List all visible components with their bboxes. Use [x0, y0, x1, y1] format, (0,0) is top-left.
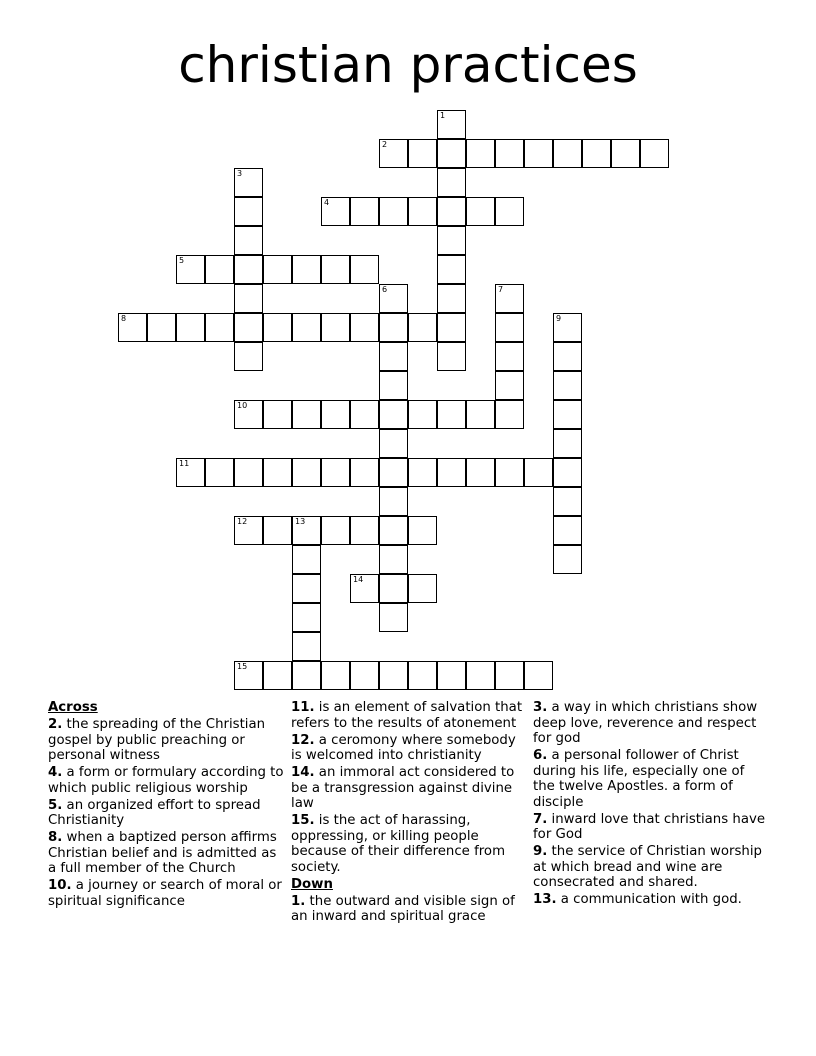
grid-cell[interactable] [408, 661, 437, 690]
grid-cell[interactable] [437, 400, 466, 429]
grid-cell[interactable] [553, 487, 582, 516]
clue-column-1 [48, 700, 284, 911]
grid-cell[interactable] [350, 661, 379, 690]
clue-text: when a baptized person affirms Christian belief and is admitted as a full member of the Church [48, 830, 277, 876]
grid-cell[interactable] [524, 661, 553, 690]
clue-item [533, 844, 769, 891]
grid-cell[interactable] [553, 400, 582, 429]
clue-number: 2 [382, 140, 388, 149]
grid-cell[interactable] [350, 400, 379, 429]
clue-item [48, 798, 284, 829]
grid-cell[interactable] [553, 139, 582, 168]
clue-item [291, 765, 527, 812]
clue-item [533, 892, 769, 908]
grid-cell[interactable] [321, 197, 350, 226]
grid-cell[interactable] [466, 458, 495, 487]
clue-item [291, 813, 527, 875]
grid-cell[interactable] [379, 429, 408, 458]
clue-text: the spreading of the Christian gospel by public preaching or personal witness [48, 717, 266, 763]
grid-cell[interactable] [176, 255, 205, 284]
grid-cell[interactable] [321, 516, 350, 545]
grid-cell[interactable] [263, 313, 292, 342]
grid-cell[interactable] [437, 284, 466, 313]
puzzle-title: christian practices [178, 36, 638, 94]
clue-item [533, 700, 769, 747]
grid-cell[interactable] [466, 661, 495, 690]
clue-number: 13 [295, 517, 306, 526]
grid-cell[interactable] [263, 516, 292, 545]
grid-cell[interactable] [495, 284, 524, 313]
grid-cell[interactable] [321, 661, 350, 690]
clue-text: is the act of harassing, oppressing, or killing people because of their difference from society. [291, 813, 506, 875]
grid-cell[interactable] [495, 661, 524, 690]
clue-item [291, 733, 527, 764]
grid-cell[interactable] [379, 487, 408, 516]
clue-number: 8 [121, 314, 127, 323]
clue-number-label: 7. [533, 811, 548, 827]
grid-cell[interactable] [263, 400, 292, 429]
clue-number-label: 4. [48, 765, 63, 780]
grid-cell[interactable] [205, 255, 234, 284]
clue-number-label: 8. [48, 830, 63, 845]
grid-cell[interactable] [437, 197, 466, 226]
grid-cell[interactable] [408, 139, 437, 168]
clue-text: a form or formulary according to which public religious worship [48, 765, 284, 796]
grid-cell[interactable] [553, 429, 582, 458]
grid-cell[interactable] [379, 139, 408, 168]
clue-column-2 [291, 700, 527, 926]
clue-text: inward love that christians have for God [533, 811, 766, 842]
grid-cell[interactable] [408, 458, 437, 487]
grid-cell[interactable] [437, 313, 466, 342]
clue-item [291, 700, 527, 731]
grid-cell[interactable] [495, 371, 524, 400]
grid-cell[interactable] [292, 545, 321, 574]
grid-cell[interactable] [495, 458, 524, 487]
clue-text: a journey or search of moral or spiritual significance [48, 878, 282, 909]
clue-item [291, 894, 527, 925]
grid-cell[interactable] [234, 516, 263, 545]
grid-cell[interactable] [234, 226, 263, 255]
grid-cell[interactable] [234, 255, 263, 284]
grid-cell[interactable] [495, 400, 524, 429]
grid-cell[interactable] [263, 661, 292, 690]
grid-cell[interactable] [321, 313, 350, 342]
grid-cell[interactable] [379, 574, 408, 603]
grid-cell[interactable] [553, 458, 582, 487]
grid-cell[interactable] [495, 139, 524, 168]
grid-cell[interactable] [437, 661, 466, 690]
grid-cell[interactable] [234, 400, 263, 429]
grid-cell[interactable] [524, 458, 553, 487]
grid-cell[interactable] [640, 139, 669, 168]
grid-cell[interactable] [176, 458, 205, 487]
grid-cell[interactable] [437, 226, 466, 255]
clue-number-label: 13. [533, 892, 557, 907]
grid-cell[interactable] [350, 313, 379, 342]
clue-text: an organized effort to spread Christianity [48, 797, 261, 828]
grid-cell[interactable] [350, 197, 379, 226]
grid-cell[interactable] [437, 342, 466, 371]
clue-text: a communication with god. [560, 892, 742, 907]
clue-item [48, 765, 284, 796]
clue-number-label: 5. [48, 797, 63, 813]
grid-cell[interactable] [234, 284, 263, 313]
crossword-grid [118, 110, 671, 692]
grid-cell[interactable] [292, 516, 321, 545]
grid-cell[interactable] [350, 516, 379, 545]
grid-cell[interactable] [292, 255, 321, 284]
clue-text: a way in which christians show deep love, reverence and respect for god [533, 700, 758, 746]
clue-number: 10 [237, 401, 248, 410]
clue-number-label: 12. [291, 732, 315, 748]
clue-number-label: 1. [291, 893, 306, 909]
clue-number: 15 [237, 662, 248, 671]
grid-cell[interactable] [553, 545, 582, 574]
grid-cell[interactable] [234, 168, 263, 197]
grid-cell[interactable] [495, 313, 524, 342]
clue-column-3 [533, 700, 769, 909]
clue-number: 1 [440, 111, 446, 120]
grid-cell[interactable] [553, 516, 582, 545]
grid-cell[interactable] [437, 255, 466, 284]
clue-number-label: 3. [533, 700, 548, 715]
grid-cell[interactable] [147, 313, 176, 342]
grid-cell[interactable] [495, 342, 524, 371]
grid-cell[interactable] [321, 255, 350, 284]
grid-cell[interactable] [379, 400, 408, 429]
grid-cell[interactable] [408, 313, 437, 342]
grid-cell[interactable] [466, 139, 495, 168]
grid-cell[interactable] [379, 284, 408, 313]
grid-cell[interactable] [292, 400, 321, 429]
clue-item [533, 748, 769, 810]
grid-cell[interactable] [205, 458, 234, 487]
clue-item [48, 878, 284, 909]
grid-cell[interactable] [118, 313, 147, 342]
grid-cell[interactable] [437, 139, 466, 168]
down-heading: Down [291, 876, 333, 892]
grid-cell[interactable] [582, 139, 611, 168]
grid-cell[interactable] [495, 197, 524, 226]
grid-cell[interactable] [234, 661, 263, 690]
grid-cell[interactable] [611, 139, 640, 168]
grid-cell[interactable] [379, 342, 408, 371]
grid-cell[interactable] [350, 458, 379, 487]
clue-number-label: 6. [533, 748, 548, 763]
clue-number: 12 [237, 517, 248, 526]
grid-cell[interactable] [437, 110, 466, 139]
clue-number-label: 15. [291, 813, 315, 828]
grid-cell[interactable] [379, 545, 408, 574]
grid-cell[interactable] [234, 197, 263, 226]
clue-number: 4 [324, 198, 330, 207]
clue-number: 9 [556, 314, 562, 323]
grid-cell[interactable] [408, 400, 437, 429]
grid-cell[interactable] [263, 255, 292, 284]
grid-cell[interactable] [292, 458, 321, 487]
grid-cell[interactable] [205, 313, 234, 342]
clue-text: a personal follower of Christ during his life, especially one of the twelve Apostles. a form of disciple [533, 748, 745, 810]
clue-number: 11 [179, 459, 190, 468]
across-heading: Across [48, 700, 98, 715]
clue-item [48, 717, 284, 764]
grid-cell[interactable] [234, 458, 263, 487]
grid-cell[interactable] [263, 458, 292, 487]
grid-cell[interactable] [437, 458, 466, 487]
clue-text: the outward and visible sign of an inward and spiritual grace [291, 893, 515, 924]
grid-cell[interactable] [292, 313, 321, 342]
clue-number-label: 10. [48, 878, 72, 893]
clue-number: 6 [382, 285, 388, 294]
clue-text: is an element of salvation that refers to the results of atonement [291, 700, 523, 731]
clue-text: a ceromony where somebody is welcomed into christianity [291, 732, 516, 763]
grid-cell[interactable] [379, 371, 408, 400]
clue-number: 5 [179, 256, 185, 265]
clue-number-label: 9. [533, 844, 548, 859]
grid-cell[interactable] [234, 342, 263, 371]
grid-cell[interactable] [321, 458, 350, 487]
grid-cell[interactable] [379, 197, 408, 226]
grid-cell[interactable] [321, 400, 350, 429]
grid-cell[interactable] [292, 661, 321, 690]
clue-item [533, 812, 769, 843]
grid-cell[interactable] [292, 632, 321, 661]
grid-cell[interactable] [379, 661, 408, 690]
grid-cell[interactable] [553, 313, 582, 342]
grid-cell[interactable] [292, 574, 321, 603]
grid-cell[interactable] [350, 255, 379, 284]
grid-cell[interactable] [350, 574, 379, 603]
clue-number-label: 2. [48, 717, 63, 732]
grid-cell[interactable] [466, 197, 495, 226]
clue-item [48, 830, 284, 877]
grid-cell[interactable] [437, 168, 466, 197]
clue-number-label: 11. [291, 700, 315, 715]
grid-cell[interactable] [408, 516, 437, 545]
clue-number: 3 [237, 169, 243, 178]
grid-cell[interactable] [176, 313, 205, 342]
clue-text: the service of Christian worship at which bread and wine are consecrated and shared. [533, 844, 762, 890]
grid-cell[interactable] [553, 342, 582, 371]
grid-cell[interactable] [524, 139, 553, 168]
grid-cell[interactable] [553, 371, 582, 400]
clue-number: 14 [353, 575, 364, 584]
grid-cell[interactable] [408, 574, 437, 603]
grid-cell[interactable] [292, 603, 321, 632]
grid-cell[interactable] [408, 197, 437, 226]
grid-cell[interactable] [379, 313, 408, 342]
clue-number-label: 14. [291, 765, 315, 780]
grid-cell[interactable] [379, 603, 408, 632]
grid-cell[interactable] [466, 400, 495, 429]
grid-cell[interactable] [379, 516, 408, 545]
clue-text: an immoral act considered to be a transgression against divine law [291, 765, 515, 811]
grid-cell[interactable] [234, 313, 263, 342]
grid-cell[interactable] [379, 458, 408, 487]
clue-number: 7 [498, 285, 504, 294]
